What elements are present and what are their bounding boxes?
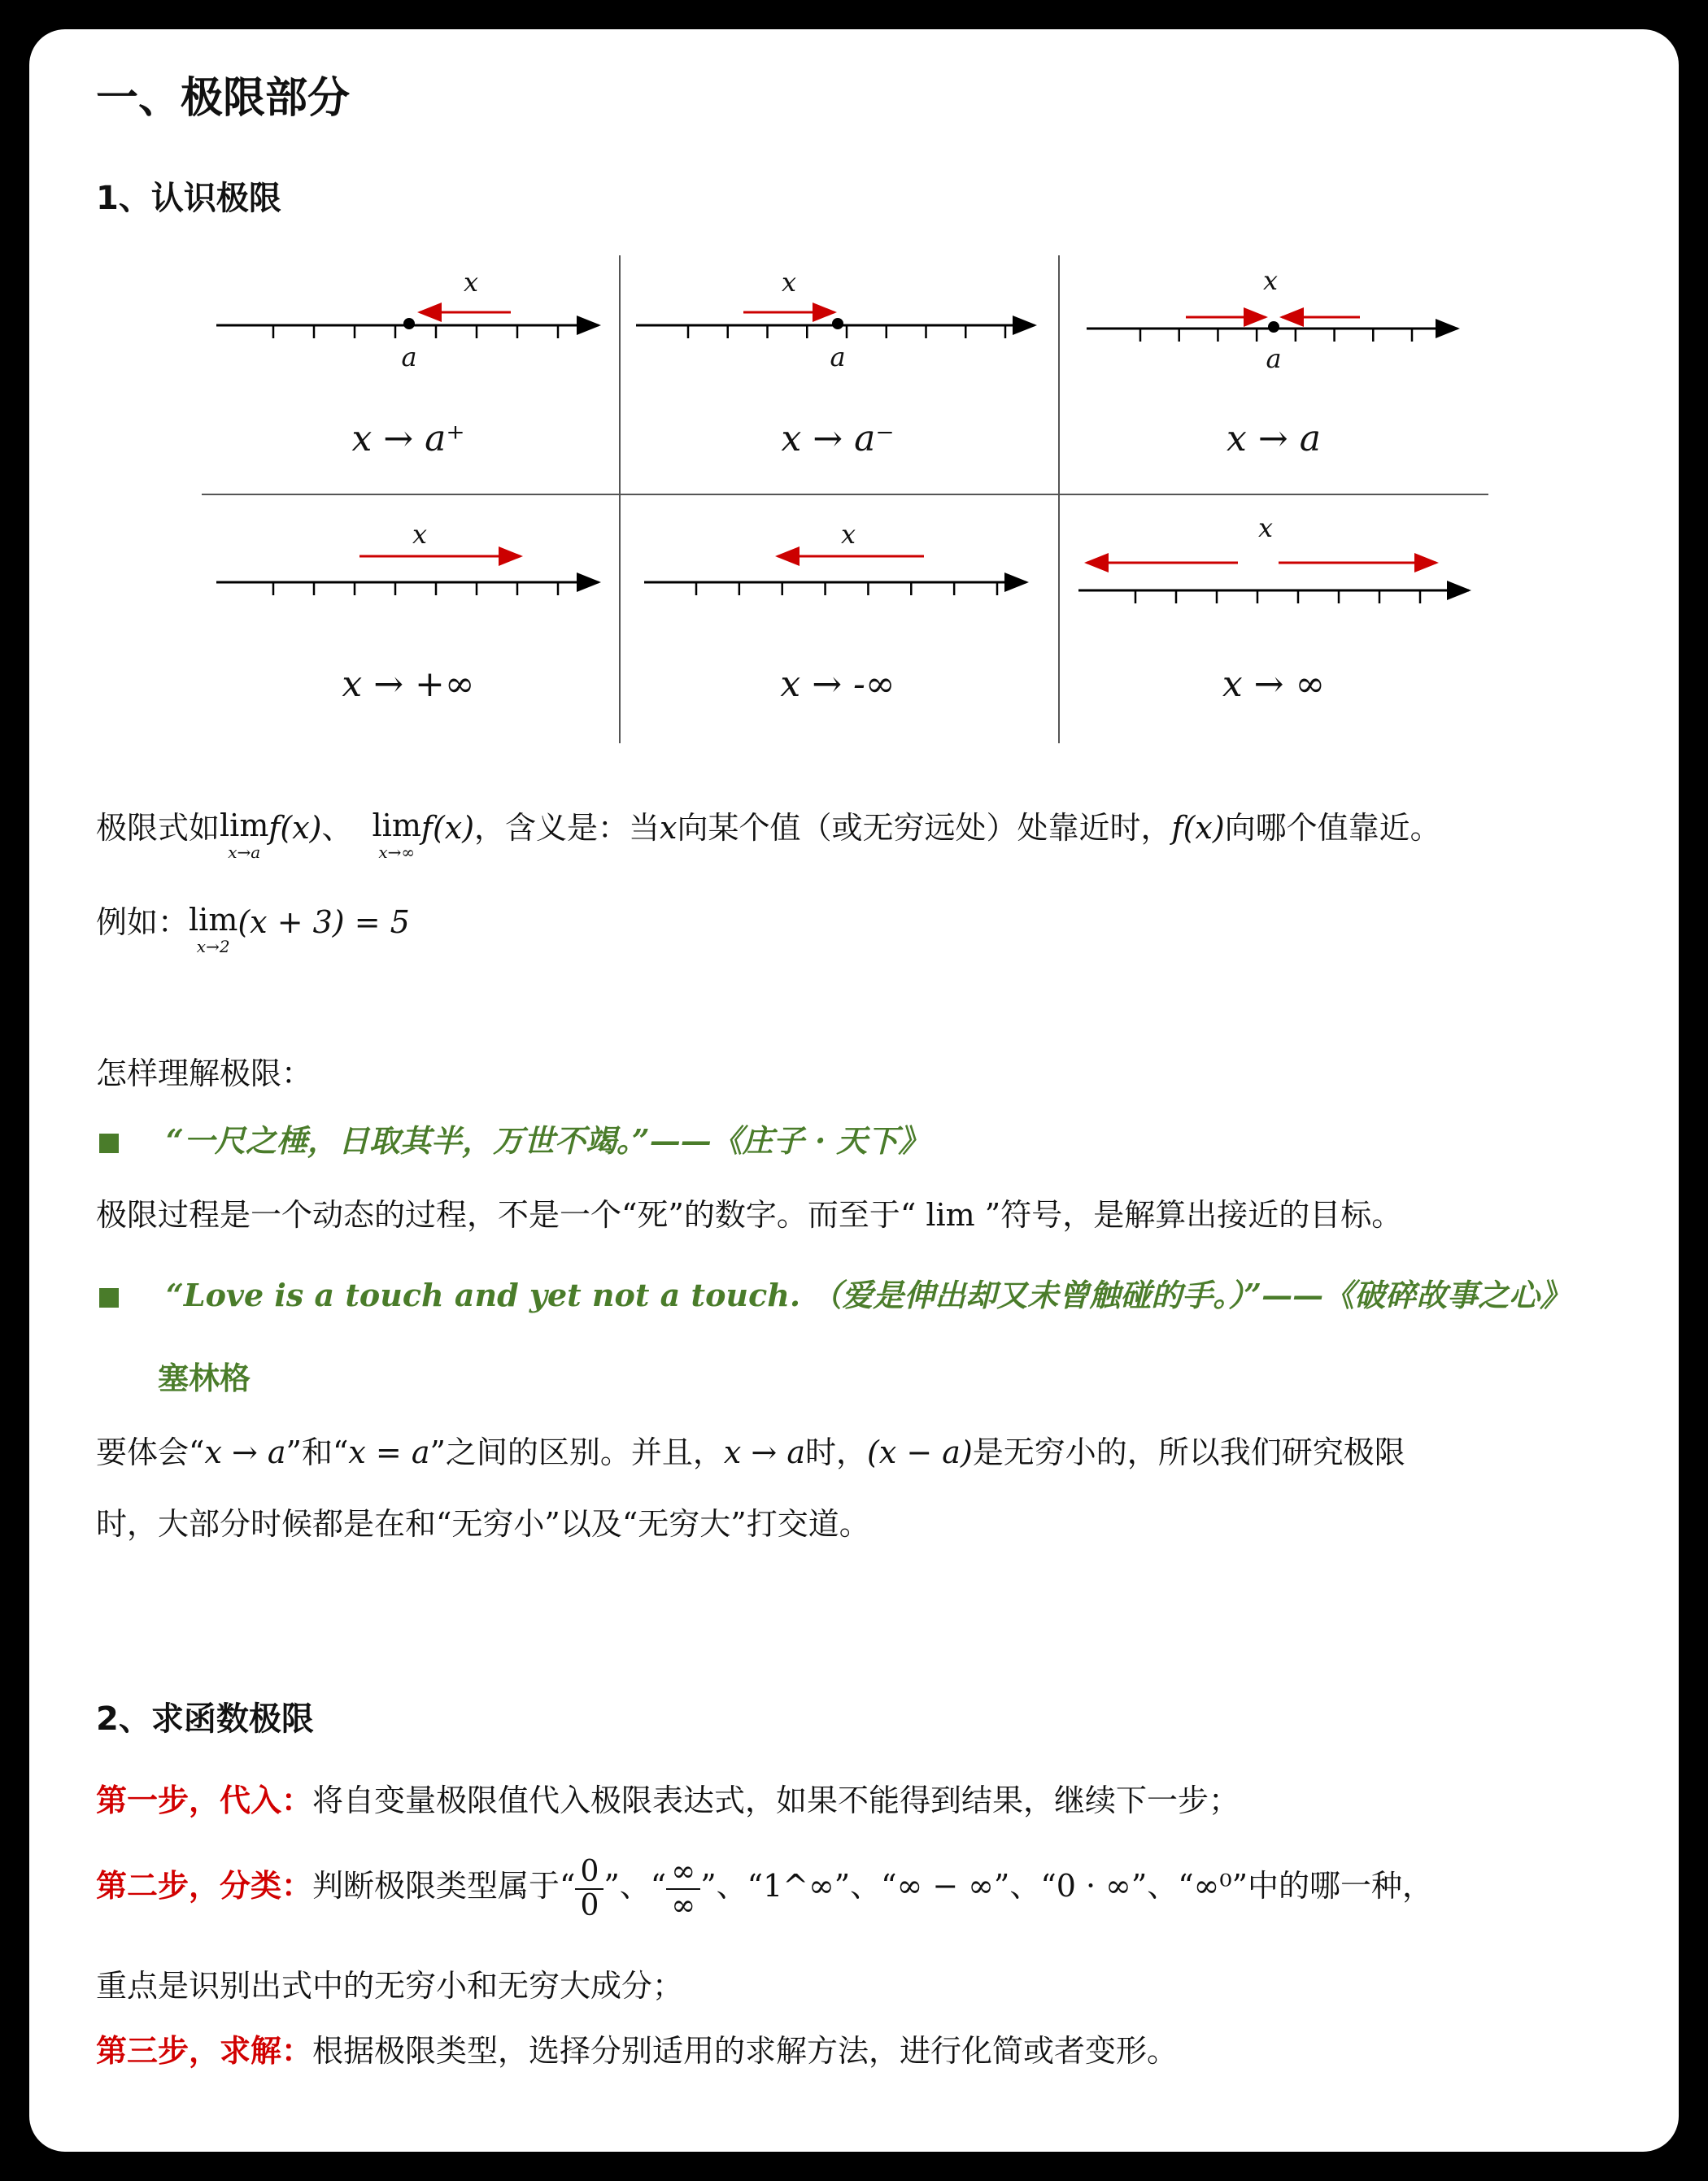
understand-heading: 怎样理解极限： — [96, 1056, 313, 1091]
example-line — [96, 904, 410, 955]
limit-diagram — [192, 252, 1510, 748]
quote-zhuangzi: “一尺之棰，日取其半，万世不竭。”——《庄子 · 天下》 — [166, 1122, 930, 1159]
text: ”之间的区别。并且， — [429, 1434, 724, 1470]
math: x → a — [204, 1434, 286, 1470]
text: 是无穷小的，所以我们研究极限 — [972, 1434, 1405, 1470]
text: 将自变量极限值代入极限表达式，如果不能得到结果，继续下一步； — [312, 1783, 1240, 1818]
limit-label-a: x → a — [1227, 418, 1321, 459]
text: 向哪个值靠近。 — [1224, 810, 1441, 846]
var-label: x — [781, 267, 797, 298]
math: x → a — [723, 1434, 806, 1470]
limit-label-a-minus: x → a⁻ — [781, 418, 895, 459]
step2-line2: 重点是识别出式中的无穷小和无穷大成分； — [96, 1968, 684, 2004]
fraction-inf-over-inf: $\frac{\infty}{\infty}$ — [666, 1856, 700, 1922]
section1-heading: 1、认识极限 — [96, 180, 281, 217]
bullet-square — [99, 1134, 119, 1153]
limit-label-inf: x → ∞ — [1222, 664, 1326, 705]
step-label: 第二步，分类： — [96, 1868, 313, 1905]
paragraph-difference-line2: 时，大部分时候都是在和“无穷小”以及“无穷大”打交道。 — [96, 1506, 870, 1542]
text: 判断极限类型属于“ — [312, 1868, 576, 1905]
point-label: a — [830, 342, 846, 372]
var-label: x — [463, 267, 479, 298]
paragraph-dynamic: 极限过程是一个动态的过程，不是一个“死”的数字。而至于“ lim ”符号，是解算出接近的目标。 — [96, 1197, 1403, 1233]
lim-expr: lim x→2 — [189, 902, 238, 956]
fx: f(x) — [420, 810, 475, 846]
fraction-0-over-0: $\frac{0}{0}$ — [575, 1856, 603, 1922]
step2-line — [96, 1856, 1433, 1922]
point-label: a — [1266, 343, 1282, 374]
quote-author: 塞林格 — [158, 1360, 251, 1396]
math: x = a — [348, 1434, 430, 1470]
paragraph-difference — [96, 1434, 1405, 1472]
fx: f(x) — [268, 810, 322, 846]
example-expr: (x + 3) = 5 — [237, 904, 410, 940]
math: (x − a) — [867, 1434, 973, 1470]
text: ”、“1^∞”、“∞ − ∞”、“0 · ∞”、“∞⁰”中的哪一种， — [700, 1868, 1433, 1905]
text: 根据极限类型，选择分别适用的求解方法，进行化简或者变形。 — [312, 2033, 1179, 2069]
var-label: x — [412, 519, 428, 550]
limit-definition-line — [96, 810, 1441, 860]
quote-salinger: “Love is a touch and yet not a touch. （爱是伸出却又未曾触碰的手。）”——《破碎故事之心》 — [166, 1277, 1571, 1313]
text: ”和“ — [285, 1434, 349, 1470]
bullet-square — [99, 1288, 119, 1308]
var-label: x — [1257, 512, 1274, 543]
text: ，含义是：当 — [474, 810, 660, 846]
text: 例如： — [96, 904, 190, 940]
text: 、 — [321, 810, 353, 846]
page-title: 一、极限部分 — [96, 74, 351, 123]
step3-line — [96, 2033, 1178, 2070]
step1-line — [96, 1783, 1240, 1820]
text: 极限式如 — [96, 810, 220, 846]
var-label: x — [840, 519, 856, 550]
lim-expr: lim x→∞ — [372, 808, 421, 862]
limit-label-a-plus: x → a⁺ — [351, 418, 465, 459]
text: 时， — [805, 1434, 868, 1470]
lim-expr: lim x→a — [220, 808, 269, 862]
var-label: x — [1262, 265, 1279, 296]
section2-heading: 2、求函数极限 — [96, 1700, 314, 1738]
limit-label-plus-inf: x → +∞ — [342, 664, 475, 705]
fx: f(x) — [1171, 810, 1225, 846]
step-label: 第三步，求解： — [96, 2033, 313, 2069]
step-label: 第一步，代入： — [96, 1783, 313, 1818]
text: ”、“ — [603, 1868, 667, 1905]
x-var: x — [660, 810, 678, 846]
text: 向某个值（或无穷远处）处靠近时， — [677, 810, 1172, 846]
text: 要体会“ — [96, 1434, 205, 1470]
point-label: a — [401, 342, 417, 372]
limit-label-minus-inf: x → -∞ — [780, 664, 895, 705]
